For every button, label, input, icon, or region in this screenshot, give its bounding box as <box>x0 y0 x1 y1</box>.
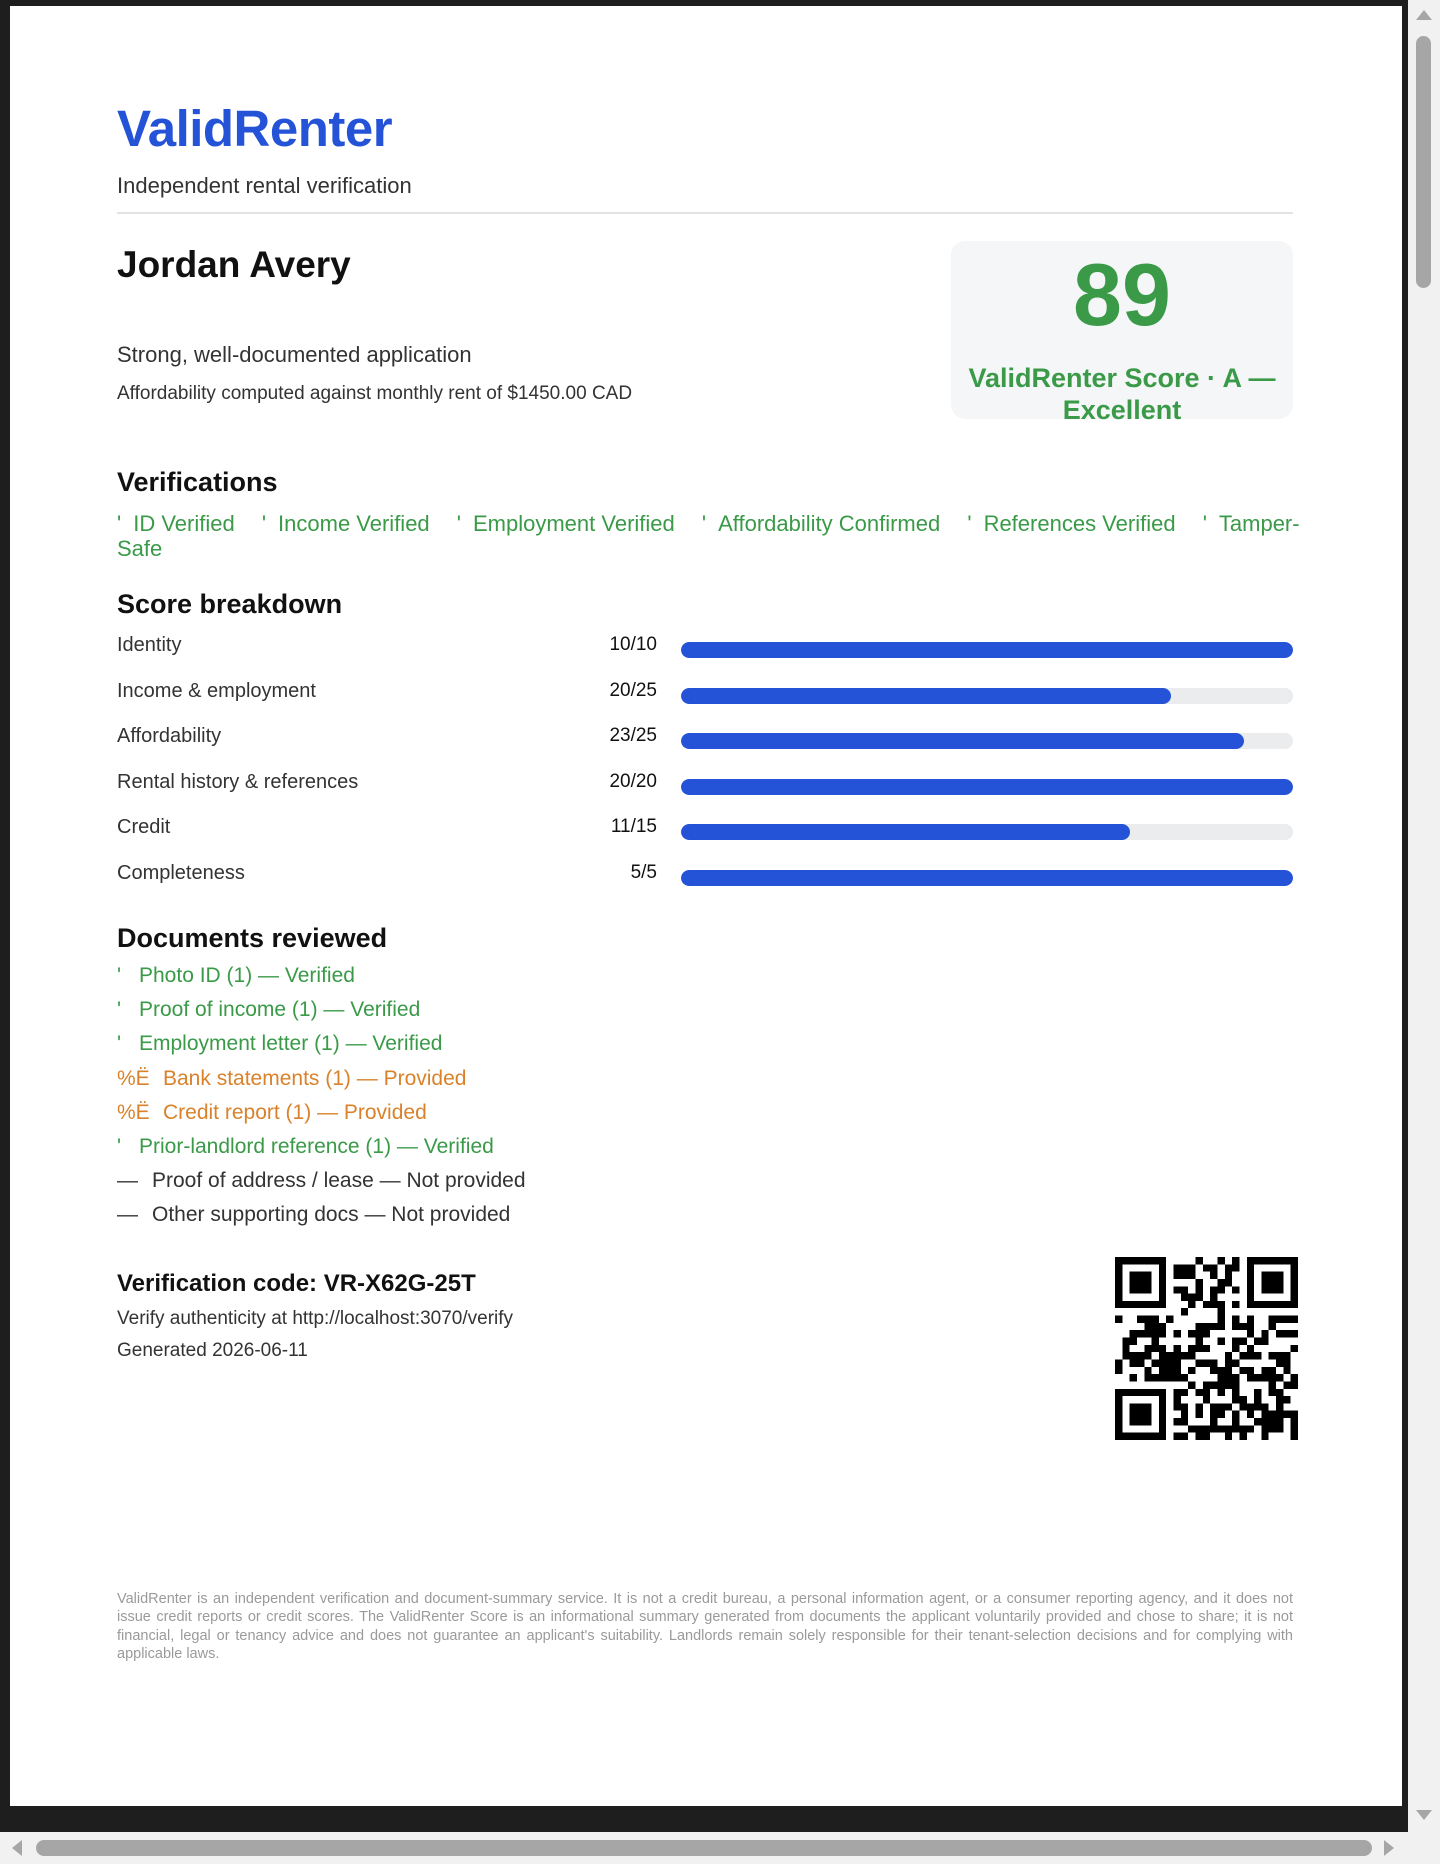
breakdown-row <box>117 862 1293 908</box>
generated-date: Generated 2026-06-11 <box>117 1340 308 1361</box>
progress-fill <box>681 824 1130 840</box>
vertical-scrollbar[interactable] <box>1408 0 1440 1832</box>
documents-list <box>117 963 526 1237</box>
vertical-scroll-thumb[interactable] <box>1416 36 1431 288</box>
verifications-heading: Verifications <box>117 467 278 497</box>
verification-badge <box>117 511 235 536</box>
progress-fill <box>681 870 1293 886</box>
verification-badge <box>262 511 430 536</box>
verification-label: Tamper-Safe <box>117 511 1300 561</box>
verification-label: Income Verified <box>278 511 430 536</box>
check-icon: ' <box>117 964 122 987</box>
verification-label: Affordability Confirmed <box>718 511 941 536</box>
verify-url: Verify authenticity at http://localhost:3070/verify <box>117 1308 514 1329</box>
document-item <box>117 1168 526 1202</box>
pending-icon: %Ë <box>117 1100 150 1124</box>
document-item <box>117 963 526 997</box>
verification-label: References Verified <box>983 511 1176 536</box>
document-label: Credit report (1) — Provided <box>163 1100 427 1124</box>
verification-badge <box>967 511 1175 536</box>
verifications-list <box>117 511 1347 561</box>
scroll-up-arrow-icon[interactable] <box>1416 10 1432 20</box>
check-icon: ' <box>117 1032 122 1056</box>
document-item <box>117 997 526 1031</box>
applicant-name: Jordan Avery <box>117 244 351 285</box>
progress-fill <box>681 733 1244 749</box>
scrollbar-corner <box>1408 1832 1440 1864</box>
applicant-summary: Strong, well-documented application <box>117 342 472 367</box>
breakdown-label: Rental history & references <box>117 770 359 793</box>
check-icon: ' <box>456 511 461 536</box>
document-label: Photo ID (1) — Verified <box>139 964 355 987</box>
check-icon: ' <box>261 511 267 536</box>
breakdown-value: 11/15 <box>610 816 657 837</box>
progress-track <box>681 733 1293 749</box>
breakdown-row <box>117 771 1293 817</box>
document-label: Prior-landlord reference (1) — Verified <box>139 1134 494 1158</box>
document-label: Proof of income (1) — Verified <box>139 998 421 1022</box>
report-page <box>10 6 1402 1806</box>
scroll-down-arrow-icon[interactable] <box>1416 1810 1432 1820</box>
breakdown-label: Affordability <box>117 725 222 747</box>
progress-track <box>681 688 1293 704</box>
check-icon: ' <box>117 511 122 536</box>
breakdown-value: 20/20 <box>609 770 657 792</box>
progress-track <box>681 824 1293 840</box>
document-item <box>117 1031 526 1065</box>
check-icon: ' <box>967 511 972 536</box>
verification-label: Employment Verified <box>473 511 675 536</box>
documents-heading: Documents reviewed <box>117 923 388 953</box>
breakdown-label: Identity <box>117 634 182 656</box>
breakdown-value: 23/25 <box>609 725 657 746</box>
breakdown-label: Completeness <box>117 861 245 884</box>
document-item <box>117 1134 526 1168</box>
dash-icon: — <box>117 1169 138 1193</box>
qr-code-icon <box>1115 1257 1298 1440</box>
breakdown-value: 5/5 <box>630 861 657 883</box>
breakdown-value: 10/10 <box>609 634 657 655</box>
check-icon: ' <box>117 998 122 1022</box>
progress-track <box>681 870 1293 886</box>
check-icon: ' <box>1202 511 1207 536</box>
verification-code: Verification code: VR-X62G-25T <box>117 1270 476 1297</box>
breakdown-row <box>117 634 1293 680</box>
document-label: Employment letter (1) — Verified <box>139 1032 443 1056</box>
breakdown-row <box>117 680 1293 726</box>
breakdown-row <box>117 725 1293 771</box>
check-icon: ' <box>117 1134 122 1158</box>
pending-icon: %Ë <box>117 1066 150 1090</box>
progress-fill <box>681 688 1171 704</box>
progress-fill <box>681 642 1293 658</box>
breakdown-value: 20/25 <box>609 679 657 701</box>
dash-icon: — <box>117 1203 138 1227</box>
affordability-note: Affordability computed against monthly rent of $1450.00 CAD <box>117 383 633 404</box>
breakdown-row <box>117 816 1293 862</box>
scroll-left-arrow-icon[interactable] <box>12 1840 22 1856</box>
document-label: Other supporting docs — Not provided <box>152 1203 511 1227</box>
horizontal-scrollbar[interactable] <box>0 1832 1408 1864</box>
progress-track <box>681 642 1293 658</box>
check-icon: ' <box>701 511 707 536</box>
verification-label: ID Verified <box>133 511 235 536</box>
brand-title: ValidRenter <box>117 100 393 157</box>
score-breakdown-heading: Score breakdown <box>117 589 343 619</box>
brand-tagline: Independent rental verification <box>117 173 412 198</box>
verification-badge <box>457 511 675 536</box>
disclaimer: ValidRenter is an independent verification and document-summary service. It is not a credit bureau, a personal information agent, or a consumer reporting agency, and it does not issue credit reports or credit scores. The ValidRenter Score is an informational summary generated from documents the applicant voluntarily provided and chose to share; it is not financial, legal or tenancy advice and does not guarantee an applicant's suitability. Landlords remain solely responsible for their tenant-selection decisions and for complying with applicable laws. <box>117 1591 1293 1662</box>
document-item <box>117 1066 526 1100</box>
progress-track <box>681 779 1293 795</box>
score-label: ValidRenter Score · A — Excellent <box>968 363 1276 425</box>
scroll-right-arrow-icon[interactable] <box>1384 1840 1394 1856</box>
breakdown-label: Income & employment <box>117 679 316 702</box>
document-item <box>117 1100 526 1134</box>
verification-badge <box>702 511 940 536</box>
score-card <box>951 241 1293 425</box>
breakdown-label: Credit <box>117 816 171 838</box>
progress-fill <box>681 779 1293 795</box>
score-breakdown <box>117 634 1293 907</box>
document-label: Proof of address / lease — Not provided <box>152 1169 526 1193</box>
score-value: 89 <box>1073 245 1171 344</box>
horizontal-scroll-thumb[interactable] <box>36 1840 1372 1856</box>
document-label: Bank statements (1) — Provided <box>163 1066 467 1090</box>
header-divider <box>117 212 1293 214</box>
document-item <box>117 1202 526 1236</box>
